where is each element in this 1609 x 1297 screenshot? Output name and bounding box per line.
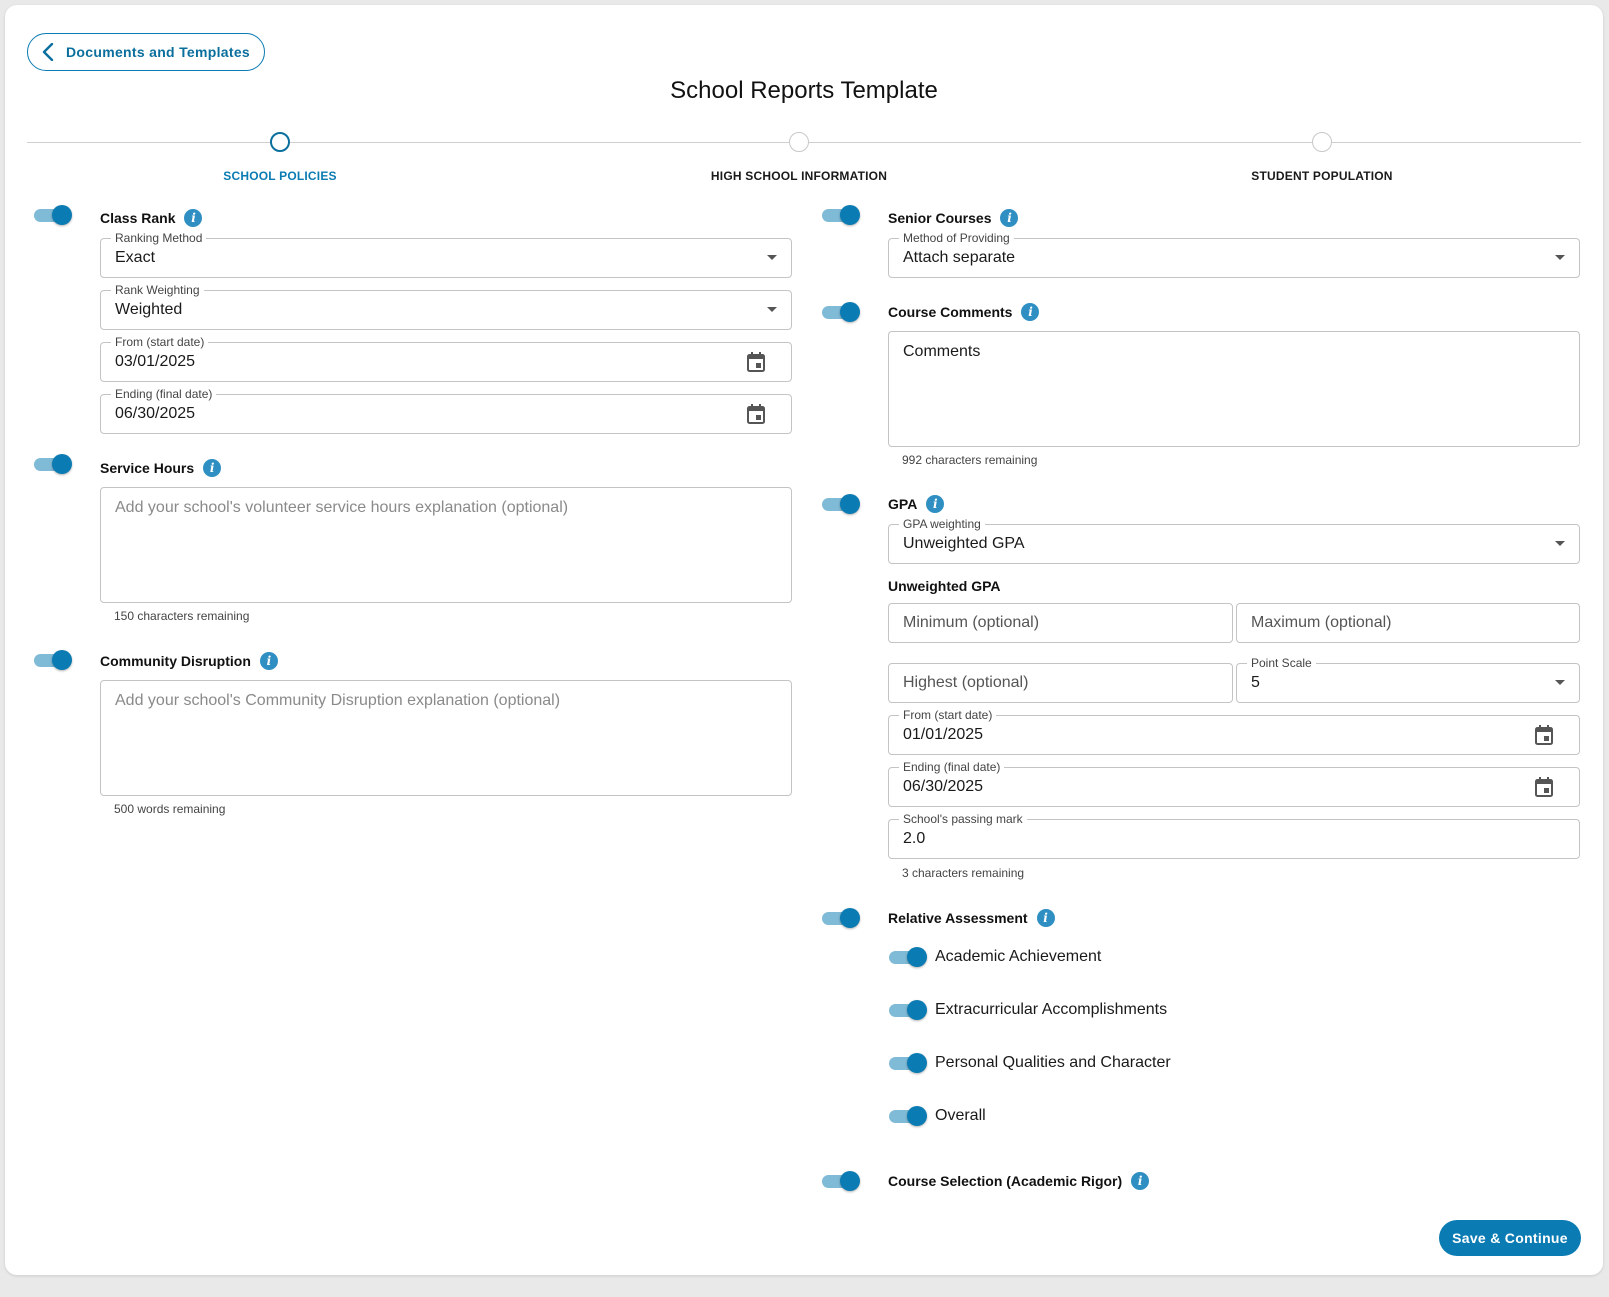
course-comments-toggle[interactable] [822,302,860,322]
info-icon[interactable]: i [203,459,221,477]
gpa-weighting-value: Unweighted GPA [903,535,1025,552]
dropdown-arrow-icon [767,255,777,260]
step-dot-student-population[interactable] [1312,132,1332,152]
passing-mark-helper: 3 characters remaining [902,866,1025,880]
service-hours-title [100,459,221,477]
gpa-from-date-input[interactable] [888,708,1580,755]
service-hours-placeholder: Add your school's volunteer service hours explanation (optional) [115,499,569,516]
back-button[interactable] [27,33,265,71]
relative-assessment-title [888,909,1055,927]
class-rank-title [100,209,202,227]
info-icon[interactable]: i [1037,909,1055,927]
gpa-minimum-input[interactable] [888,603,1233,643]
dropdown-arrow-icon [1555,680,1565,685]
method-of-providing-value: Attach separate [903,249,1016,266]
service-hours-toggle[interactable] [34,454,72,474]
rank-weighting-value: Weighted [115,301,183,318]
step-label-student-population[interactable]: STUDENT POPULATION [1251,169,1393,183]
back-button-label: Documents and Templates [66,44,251,60]
gpa-highest-placeholder: Highest (optional) [903,674,1029,691]
info-icon[interactable]: i [260,652,278,670]
info-icon[interactable]: i [926,495,944,513]
step-dot-school-policies[interactable] [270,132,290,152]
step-dot-high-school-information[interactable] [789,132,809,152]
gpa-highest-input[interactable] [888,663,1233,703]
calendar-icon[interactable] [1535,725,1553,745]
dropdown-arrow-icon [767,307,777,312]
community-disruption-title-text: Community Disruption [100,653,251,669]
info-icon[interactable]: i [1000,209,1018,227]
personal-qualities-toggle[interactable] [889,1053,927,1073]
step-label-school-policies[interactable]: SCHOOL POLICIES [223,169,337,183]
course-comments-textarea[interactable] [888,331,1580,447]
gpa-weighting-select[interactable] [888,517,1580,564]
course-selection-title-text: Course Selection (Academic Rigor) [888,1173,1123,1189]
gpa-maximum-placeholder: Maximum (optional) [1251,614,1392,631]
senior-courses-toggle[interactable] [822,205,860,225]
method-of-providing-select[interactable] [888,231,1580,278]
course-selection-title [888,1172,1149,1190]
overall-label: Overall [935,1107,986,1124]
class-rank-from-date-input[interactable] [100,335,792,382]
ranking-method-select[interactable] [100,231,792,278]
main-card [5,5,1603,1275]
community-disruption-helper: 500 words remaining [114,802,226,816]
extracurricular-accomplishments-toggle[interactable] [889,1000,927,1020]
end-date-value: 06/30/2025 [115,405,196,422]
extracurricular-accomplishments-label: Extracurricular Accomplishments [935,1001,1168,1018]
from-date-value: 03/01/2025 [115,353,196,370]
end-date-label: Ending (final date) [111,387,216,401]
course-comments-helper: 992 characters remaining [902,453,1038,467]
unweighted-gpa-subheading: Unweighted GPA [888,578,1001,594]
gpa-title [888,495,944,513]
from-date-label: From (start date) [899,708,996,722]
chevron-left-icon [42,43,54,61]
community-disruption-title [100,652,278,670]
class-rank-title-text: Class Rank [100,210,176,226]
method-of-providing-label: Method of Providing [899,231,1014,245]
senior-courses-title-text: Senior Courses [888,210,992,226]
service-hours-title-text: Service Hours [100,460,195,476]
info-icon[interactable]: i [184,209,202,227]
calendar-icon[interactable] [747,352,765,372]
academic-achievement-label: Academic Achievement [935,948,1102,965]
passing-mark-label: School's passing mark [899,812,1027,826]
class-rank-toggle[interactable] [34,205,72,225]
course-comments-title-text: Course Comments [888,304,1013,320]
personal-qualities-label: Personal Qualities and Character [935,1054,1171,1071]
ranking-method-value: Exact [115,249,156,266]
gpa-end-date-input[interactable] [888,760,1580,807]
overall-toggle[interactable] [889,1106,927,1126]
service-hours-textarea[interactable] [100,487,792,603]
passing-mark-input[interactable] [888,812,1580,859]
community-disruption-textarea[interactable] [100,680,792,796]
save-continue-button[interactable]: Save & Continue [1439,1220,1581,1256]
course-comments-title [888,303,1039,321]
relative-assessment-title-text: Relative Assessment [888,910,1028,926]
class-rank-end-date-input[interactable] [100,387,792,434]
community-disruption-toggle[interactable] [34,650,72,670]
point-scale-label: Point Scale [1247,656,1316,670]
step-label-high-school-information[interactable]: HIGH SCHOOL INFORMATION [710,169,888,183]
rank-weighting-select[interactable] [100,283,792,330]
academic-achievement-toggle[interactable] [889,947,927,967]
calendar-icon[interactable] [1535,777,1553,797]
rank-weighting-label: Rank Weighting [111,283,204,297]
point-scale-value: 5 [1251,674,1260,691]
course-selection-toggle[interactable] [822,1171,860,1191]
dropdown-arrow-icon [1555,255,1565,260]
relative-assessment-toggle[interactable] [822,908,860,928]
gpa-maximum-input[interactable] [1236,603,1580,643]
dropdown-arrow-icon [1555,541,1565,546]
info-icon[interactable]: i [1021,303,1039,321]
gpa-title-text: GPA [888,496,918,512]
service-hours-helper: 150 characters remaining [114,609,250,623]
ranking-method-label: Ranking Method [111,231,206,245]
community-disruption-placeholder: Add your school's Community Disruption explanation (optional) [115,692,561,709]
point-scale-select[interactable] [1236,656,1580,703]
senior-courses-title [888,209,1018,227]
passing-mark-value: 2.0 [903,830,926,847]
gpa-toggle[interactable] [822,494,860,514]
end-date-label: Ending (final date) [899,760,1004,774]
page-title: School Reports Template [670,77,938,104]
course-comments-value: Comments [903,343,981,360]
from-date-value: 01/01/2025 [903,726,984,743]
gpa-minimum-placeholder: Minimum (optional) [903,614,1040,631]
end-date-value: 06/30/2025 [903,778,984,795]
from-date-label: From (start date) [111,335,208,349]
gpa-weighting-label: GPA weighting [899,517,985,531]
calendar-icon[interactable] [747,404,765,424]
info-icon[interactable]: i [1131,1172,1149,1190]
